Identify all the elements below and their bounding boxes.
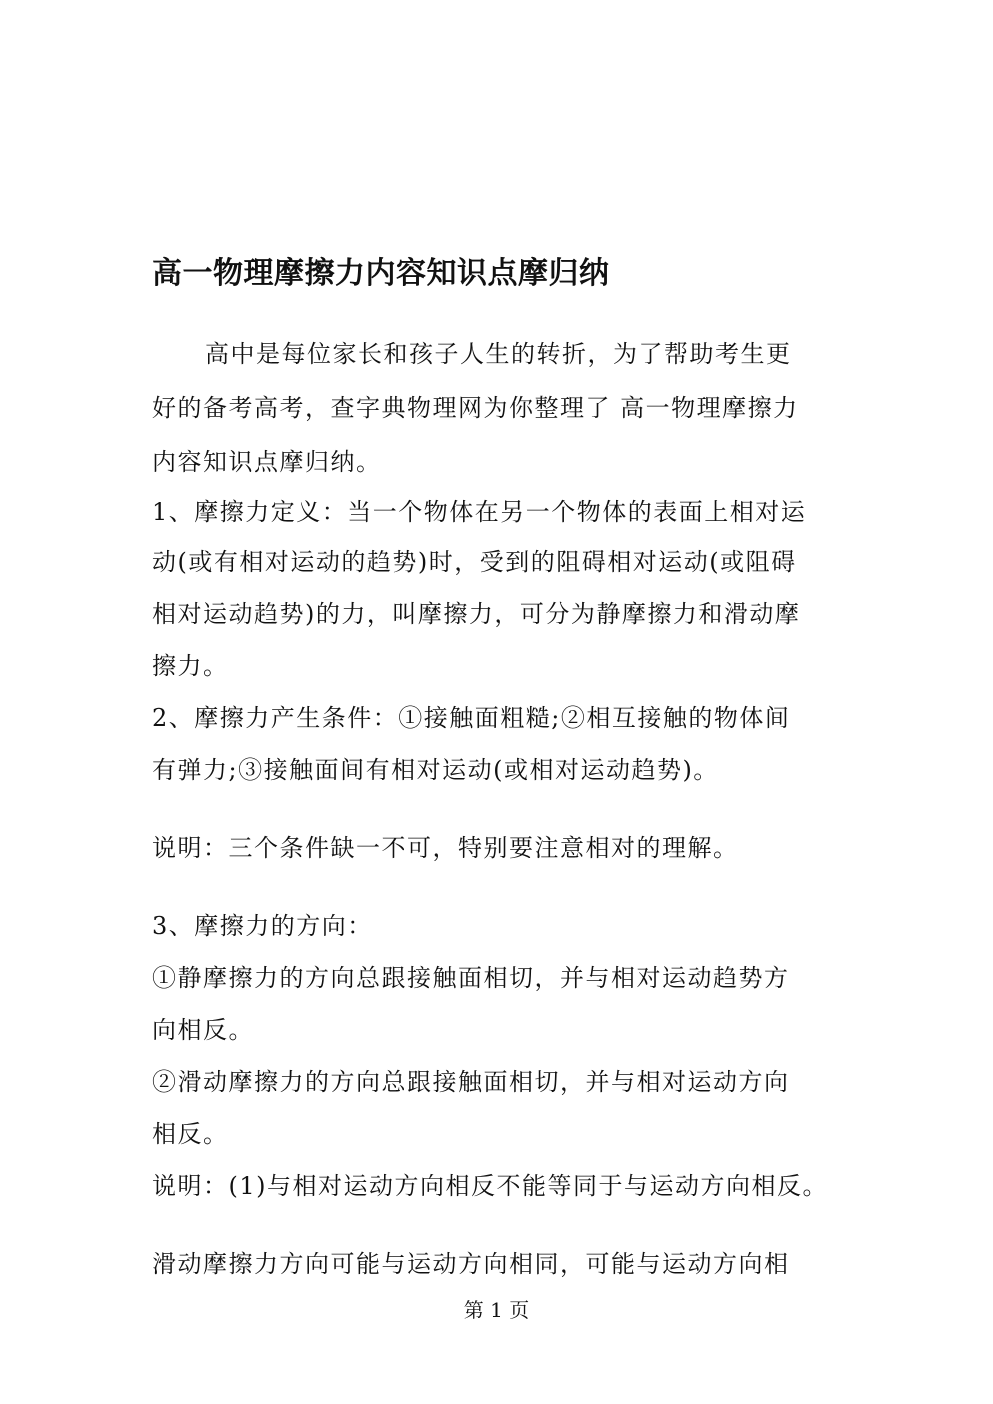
document-title: 高一物理摩擦力内容知识点摩归纳 xyxy=(152,256,610,291)
paragraph-line: 动(或有相对运动的趋势)时，受到的阻碍相对运动(或阻碍 xyxy=(152,548,797,576)
paragraph-line: 有弹力;③接触面间有相对运动(或相对运动趋势)。 xyxy=(152,756,719,784)
paragraph-line: 相对运动趋势)的力，叫摩擦力，可分为静摩擦力和滑动摩 xyxy=(152,600,801,628)
paragraph-line: 1、摩擦力定义：当一个物体在另一个物体的表面上相对运 xyxy=(152,498,807,526)
paragraph-line: 2、摩擦力产生条件：①接触面粗糙;②相互接触的物体间 xyxy=(152,704,791,732)
page-number: 第 1 页 xyxy=(463,1298,530,1322)
paragraph-line: 擦力。 xyxy=(152,652,229,680)
paragraph-line: ②滑动摩擦力的方向总跟接触面相切，并与相对运动方向 xyxy=(152,1068,790,1096)
paragraph-line: 内容知识点摩归纳。 xyxy=(152,448,382,476)
paragraph-line: ①静摩擦力的方向总跟接触面相切，并与相对运动趋势方 xyxy=(152,964,790,992)
paragraph-line: 相反。 xyxy=(152,1120,229,1148)
paragraph-line: 好的备考高考，查字典物理网为你整理了 高一物理摩擦力 xyxy=(152,394,799,422)
paragraph-line: 说明：(1)与相对运动方向相反不能等同于与运动方向相反。 xyxy=(152,1172,828,1200)
paragraph-line: 滑动摩擦力方向可能与运动方向相同，可能与运动方向相 xyxy=(152,1250,790,1278)
paragraph-line: 向相反。 xyxy=(152,1016,254,1044)
paragraph-line: 高中是每位家长和孩子人生的转折，为了帮助考生更 xyxy=(205,340,792,368)
paragraph-line: 说明：三个条件缺一不可，特别要注意相对的理解。 xyxy=(152,834,739,862)
paragraph-line: 3、摩擦力的方向： xyxy=(152,912,373,940)
